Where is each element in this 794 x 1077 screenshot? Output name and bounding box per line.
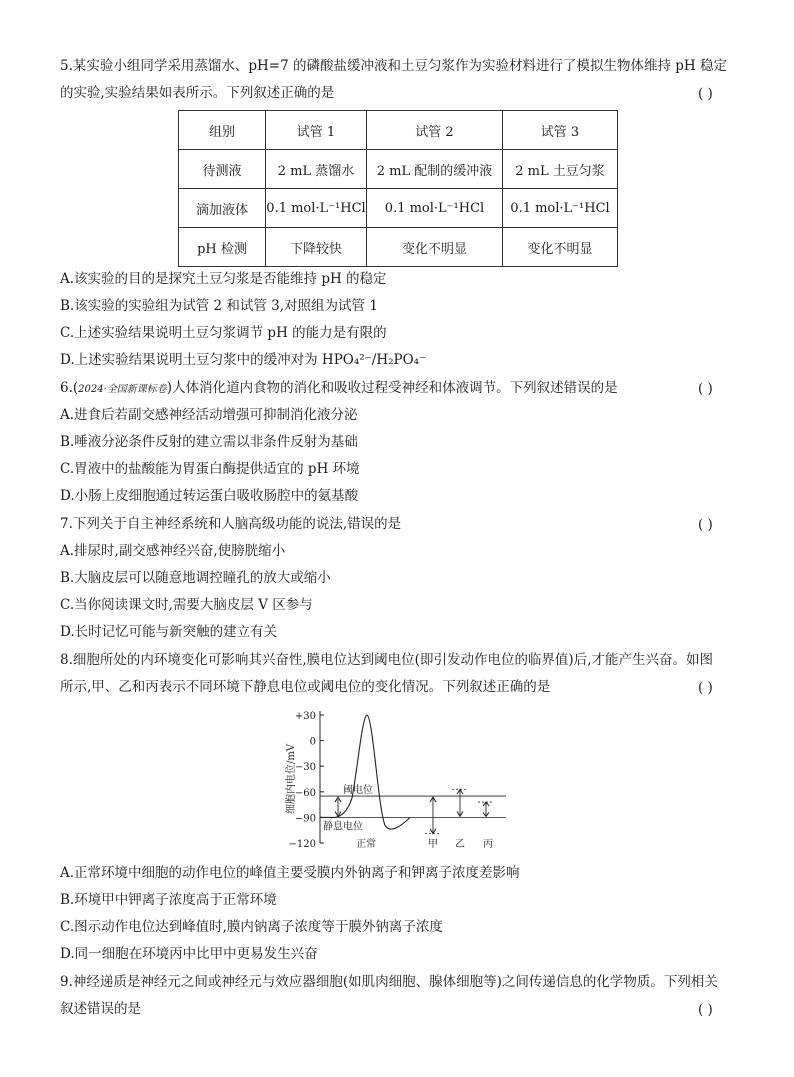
q5-stem-line2: 的实验,实验结果如表所示。下列叙述正确的是 — [60, 85, 335, 101]
table-row — [179, 228, 618, 267]
q6-number: 6.( — [60, 380, 79, 396]
y-tick-label: +30 — [294, 711, 316, 722]
q7-option-c: C.当你阅读课文时,需要大脑皮层 V 区参与 — [60, 597, 313, 613]
table-cell: 变化不明显 — [367, 228, 503, 267]
membrane-potential-chart — [270, 700, 530, 860]
y-tick-label: −120 — [288, 839, 316, 850]
table-cell: 0.1 mol·L⁻¹HCl — [503, 189, 618, 228]
q5-stem-line1: 5.某实验小组同学采用蒸馏水、pH=7 的磷酸盐缓冲液和土豆匀浆作为实验材料进行了模拟生物体维持 pH 稳定 — [60, 58, 727, 74]
q5-table — [178, 110, 618, 267]
q5-option-d: D.上述实验结果说明土豆匀浆中的缓冲对为 HPO₄²⁻/H₂PO₄⁻ — [60, 352, 427, 368]
table-cell: 2 mL 蒸馏水 — [266, 150, 367, 189]
category-label: 甲 — [428, 839, 438, 850]
table-cell: 变化不明显 — [503, 228, 618, 267]
q9-stem-line1: 9.神经递质是神经元之间或神经元与效应器细胞(如肌肉细胞、腺体细胞等)之间传递信息的化学物质。下列相关 — [60, 974, 718, 990]
y-axis-label: 细胞内电位/mV — [286, 743, 297, 815]
q8-option-c: C.图示动作电位达到峰值时,膜内钠离子浓度等于膜外钠离子浓度 — [60, 919, 443, 935]
threshold-label: 阈电位 — [343, 785, 373, 797]
table-header-cell: 试管 2 — [367, 111, 503, 150]
q6-source: 2024·全国新课标卷 — [78, 384, 167, 395]
table-header-cell: 试管 1 — [266, 111, 367, 150]
y-tick-label: −90 — [294, 813, 316, 825]
q6-option-d: D.小肠上皮细胞通过转运蛋白吸收肠腔中的氨基酸 — [60, 488, 359, 504]
q5-answer-paren: ( ) — [698, 86, 713, 102]
q6-option-c: C.胃液中的盐酸能为胃蛋白酶提供适宜的 pH 环境 — [60, 461, 360, 477]
table-cell: 0.1 mol·L⁻¹HCl — [266, 189, 367, 228]
table-cell: 2 mL 土豆匀浆 — [503, 150, 618, 189]
q5-option-c: C.上述实验结果说明土豆匀浆调节 pH 的能力是有限的 — [60, 325, 387, 341]
table-cell: 2 mL 配制的缓冲液 — [367, 150, 503, 189]
category-label: 乙 — [455, 839, 465, 850]
q9-answer-paren: ( ) — [698, 1002, 713, 1018]
q7-answer-paren: ( ) — [698, 517, 713, 533]
table-cell: 待测液 — [179, 150, 266, 189]
table-cell: 0.1 mol·L⁻¹HCl — [367, 189, 503, 228]
q8-option-d: D.同一细胞在环境丙中比甲中更易发生兴奋 — [60, 946, 318, 962]
y-tick-label: 0 — [309, 736, 316, 748]
table-row — [179, 189, 618, 228]
action-potential-curve — [320, 715, 410, 829]
q6-stem-text: )人体消化道内食物的消化和吸收过程受神经和体液调节。下列叙述错误的是 — [166, 380, 618, 396]
category-label: 正常 — [356, 839, 376, 850]
q6-option-a: A.进食后若副交感神经活动增强可抑制消化液分泌 — [60, 407, 358, 423]
table-header-cell: 试管 3 — [503, 111, 618, 150]
table-header-row — [179, 111, 618, 150]
q5-option-a: A.该实验的目的是探究土豆匀浆是否能维持 pH 的稳定 — [60, 271, 387, 287]
q7-stem: 7.下列关于自主神经系统和人脑高级功能的说法,错误的是 — [60, 516, 402, 532]
table-cell: pH 检测 — [179, 228, 266, 267]
q8-option-a: A.正常环境中细胞的动作电位的峰值主要受膜内外钠离子和钾离子浓度差影响 — [60, 865, 520, 881]
q8-answer-paren: ( ) — [698, 680, 713, 696]
y-tick-label: −30 — [294, 762, 316, 774]
category-label: 丙 — [483, 839, 493, 850]
q7-option-d: D.长时记忆可能与新突触的建立有关 — [60, 624, 278, 640]
y-tick-label: −60 — [294, 787, 316, 799]
table-cell: 下降较快 — [266, 228, 367, 267]
q6-option-b: B.唾液分泌条件反射的建立需以非条件反射为基础 — [60, 434, 358, 450]
q8-stem-line2: 所示,甲、乙和丙表示不同环境下静息电位或阈电位的变化情况。下列叙述正确的是 — [60, 679, 551, 695]
resting-label: 静息电位 — [323, 821, 363, 833]
table-cell: 滴加液体 — [179, 189, 266, 228]
q8-stem-line1: 8.细胞所处的内环境变化可影响其兴奋性,膜电位达到阈电位(即引发动作电位的临界值)后,才能产生兴奋。如图 — [60, 652, 713, 668]
table-header-cell: 组别 — [179, 111, 266, 150]
q6-answer-paren: ( ) — [698, 381, 713, 397]
q7-option-b: B.大脑皮层可以随意地调控瞳孔的放大或缩小 — [60, 570, 331, 586]
table-row — [179, 150, 618, 189]
q9-stem-line2: 叙述错误的是 — [60, 1001, 141, 1017]
q7-option-a: A.排尿时,副交感神经兴奋,使膀胱缩小 — [60, 543, 286, 559]
q8-option-b: B.环境甲中钾离子浓度高于正常环境 — [60, 892, 277, 908]
q5-option-b: B.该实验的实验组为试管 2 和试管 3,对照组为试管 1 — [60, 298, 378, 314]
q6-stem — [60, 379, 618, 399]
